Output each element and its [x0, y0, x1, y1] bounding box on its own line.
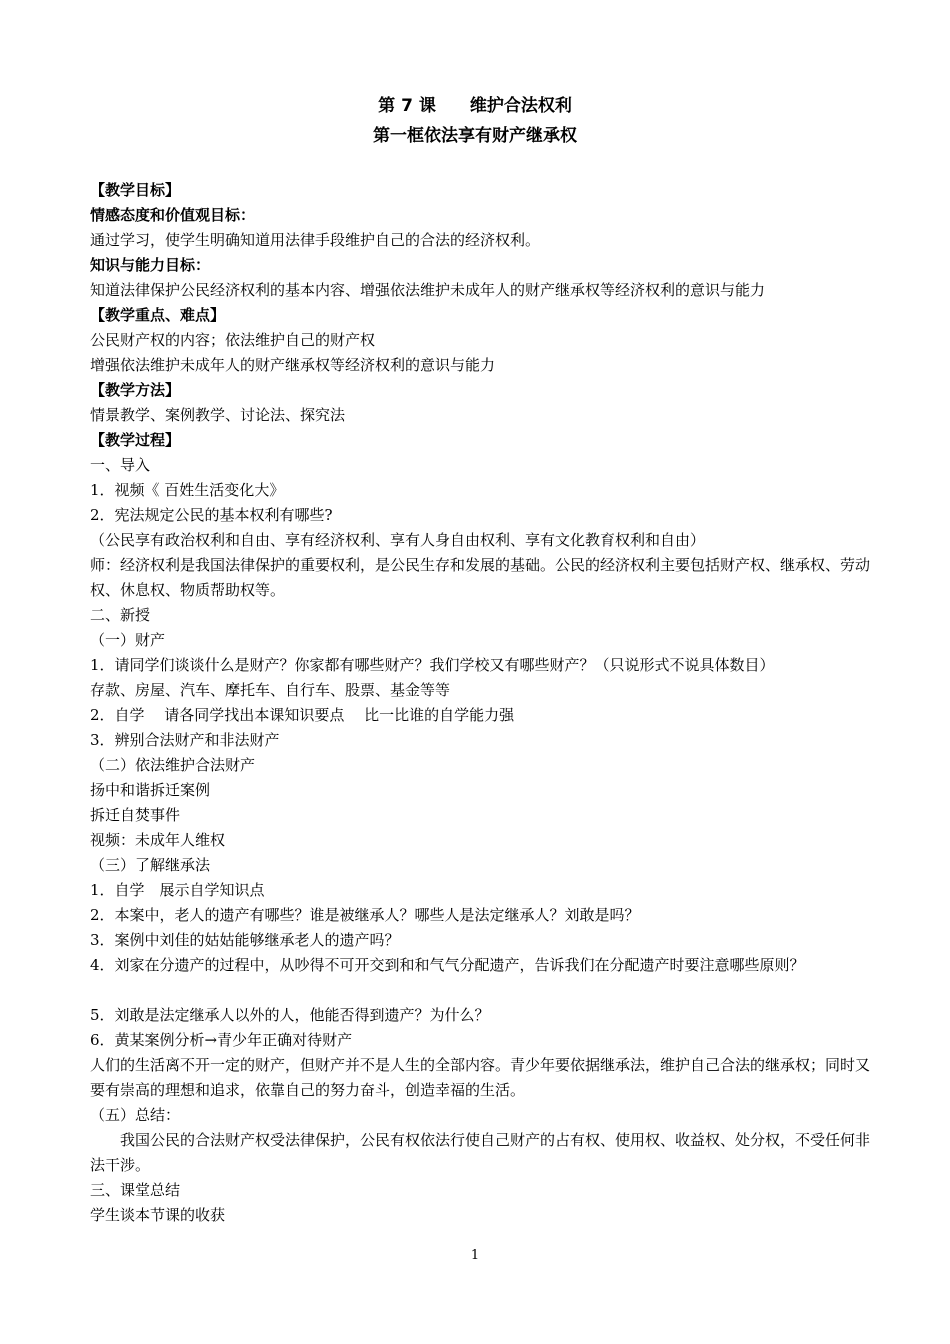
paragraph: 通过学习，使学生明确知道用法律手段维护自己的合法的经济权利。 — [90, 231, 541, 249]
paragraph: 人们的生活离不开一定的财产，但财产并不是人生的全部内容。青少年要依据继承法，维护自己合法的继承权；同时又要有崇高的理想和追求，依靠自己的努力奋斗，创造幸福的生活。 — [90, 1056, 871, 1099]
blank-line — [90, 978, 870, 1003]
list-item: 1．视频《 百姓生活变化大》 — [90, 481, 285, 499]
paragraph: 视频：未成年人维权 — [90, 831, 226, 849]
subheading-emotion-goal: 情感态度和价值观目标： — [90, 206, 256, 224]
subsection-heading: （三）了解继承法 — [90, 856, 211, 874]
section-heading: 二、新授 — [90, 606, 151, 624]
paragraph: 增强依法维护未成年人的财产继承权等经济权利的意识与能力 — [90, 356, 496, 374]
paragraph: 情景教学、案例教学、讨论法、探究法 — [90, 406, 346, 424]
list-item: 2．本案中，老人的遗产有哪些？谁是被继承人？哪些人是法定继承人？刘敢是吗？ — [90, 906, 640, 924]
heading-teaching-process: 【教学过程】 — [90, 431, 181, 449]
list-item: 3．案例中刘佳的姑姑能够继承老人的遗产吗？ — [90, 931, 400, 949]
paragraph: 学生谈本节课的收获 — [90, 1206, 226, 1224]
list-item: 2．自学 请各同学找出本课知识要点 比一比谁的自学能力强 — [90, 706, 515, 724]
section-heading: 三、课堂总结 — [90, 1181, 181, 1199]
heading-teaching-goals: 【教学目标】 — [90, 181, 181, 199]
paragraph: （公民享有政治权利和自由、享有经济权利、享有人身自由权利、享有文化教育权利和自由） — [90, 531, 706, 549]
document-body — [90, 178, 870, 1228]
list-item: 1．自学 展示自学知识点 — [90, 881, 265, 899]
subsection-heading: （二）依法维护合法财产 — [90, 756, 256, 774]
list-item: 6．黄某案例分析→青少年正确对待财产 — [90, 1031, 353, 1049]
heading-teaching-methods: 【教学方法】 — [90, 381, 181, 399]
list-item: 2．宪法规定公民的基本权利有哪些? — [90, 506, 333, 524]
subsection-heading: （五）总结： — [90, 1106, 181, 1124]
heading-key-points: 【教学重点、难点】 — [90, 306, 226, 324]
section-title: 第一框依法享有财产继承权 — [373, 126, 577, 146]
paragraph: 公民财产权的内容；依法维护自己的财产权 — [90, 331, 376, 349]
paragraph: 拆迁自焚事件 — [90, 806, 181, 824]
list-item: 1．请同学们谈谈什么是财产？你家都有哪些财产？我们学校又有哪些财产？（只说形式不说具体数目） — [90, 656, 775, 674]
section-heading: 一、导入 — [90, 456, 151, 474]
list-item: 5．刘敢是法定继承人以外的人，他能否得到遗产？为什么？ — [90, 1006, 490, 1024]
paragraph: 知道法律保护公民经济权利的基本内容、增强依法维护未成年人的财产继承权等经济权利的意识与能力 — [90, 281, 766, 299]
paragraph: 存款、房屋、汽车、摩托车、自行车、股票、基金等等 — [90, 681, 451, 699]
subsection-heading: （一）财产 — [90, 631, 166, 649]
list-item: 4．刘家在分遗产的过程中，从吵得不可开交到和和气气分配遗产，告诉我们在分配遗产时要注意哪些原则？ — [90, 956, 805, 974]
paragraph: 师：经济权利是我国法律保护的重要权利，是公民生存和发展的基础。公民的经济权利主要包括财产权、继承权、劳动权、休息权、物质帮助权等。 — [90, 556, 871, 599]
paragraph: 我国公民的合法财产权受法律保护，公民有权依法行使自己财产的占有权、使用权、收益权、处分权，不受任何非法干涉。 — [90, 1131, 871, 1174]
lesson-title: 第 7 课 维护合法权利 — [378, 96, 572, 116]
page-number: 1 — [470, 1248, 480, 1263]
paragraph: 扬中和谐拆迁案例 — [90, 781, 211, 799]
subheading-knowledge-goal: 知识与能力目标： — [90, 256, 211, 274]
list-item: 3．辨别合法财产和非法财产 — [90, 731, 280, 749]
